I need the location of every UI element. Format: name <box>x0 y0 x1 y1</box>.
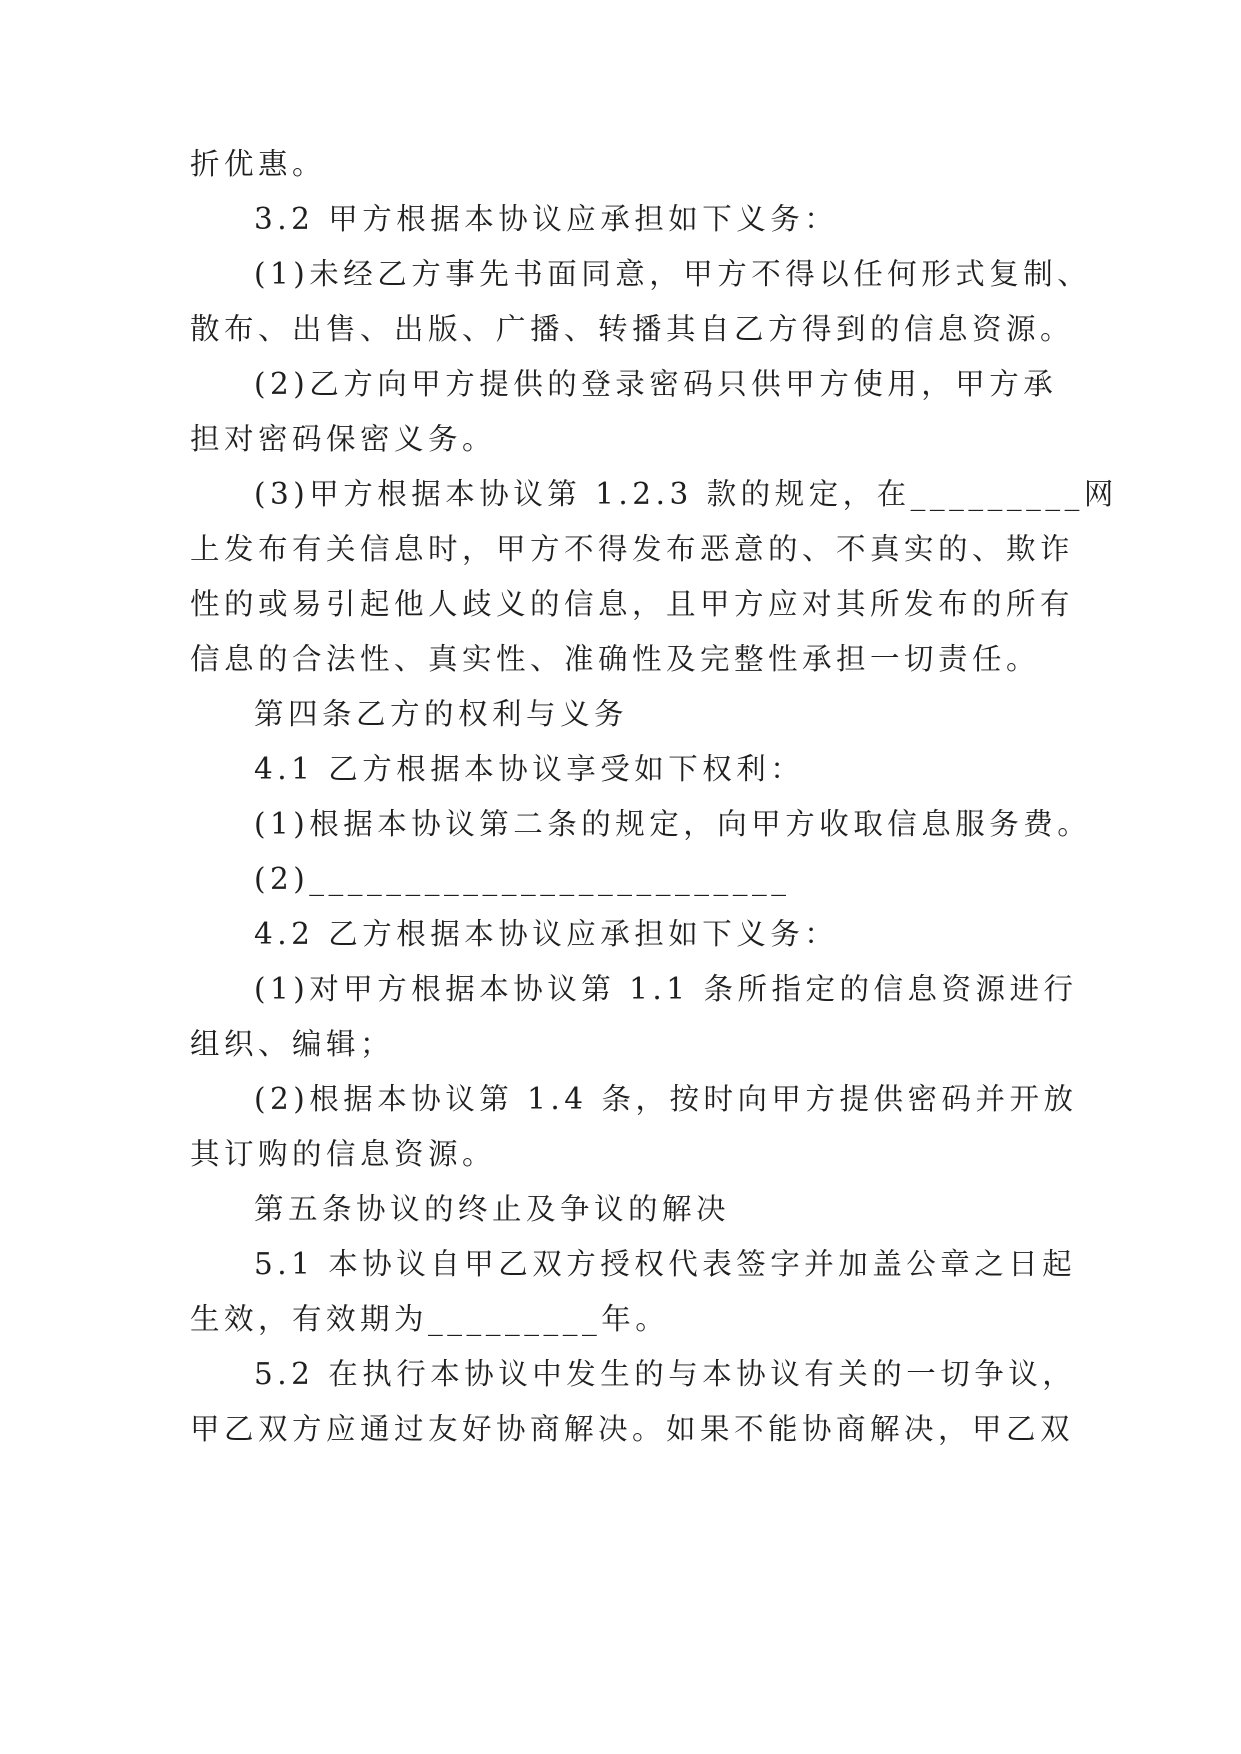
text-line: (2)乙方向甲方提供的登录密码只供甲方使用，甲方承 <box>254 367 1058 401</box>
text-line: 甲乙双方应通过友好协商解决。如果不能协商解决，甲乙双 <box>190 1412 1075 1446</box>
text-line: 5.2 在执行本协议中发生的与本协议有关的一切争议， <box>254 1357 1077 1391</box>
text-line: 3.2 甲方根据本协议应承担如下义务： <box>254 202 839 236</box>
text-line: (2)根据本协议第 1.4 条，按时向甲方提供密码并开放 <box>254 1082 1078 1116</box>
text-line: 组织、编辑； <box>190 1027 395 1061</box>
text-line: (1)未经乙方事先书面同意，甲方不得以任何形式复制、 <box>254 257 1092 291</box>
text-line: 其订购的信息资源。 <box>190 1137 497 1171</box>
text-line: 5.1 本协议自甲乙双方授权代表签字并加盖公章之日起 <box>254 1247 1077 1281</box>
text-line: 4.1 乙方根据本协议享受如下权利： <box>254 752 805 786</box>
section-heading: 第五条协议的终止及争议的解决 <box>254 1192 731 1226</box>
text-line: 信息的合法性、真实性、准确性及完整性承担一切责任。 <box>190 642 1041 676</box>
text-line: 上发布有关信息时，甲方不得发布恶意的、不真实的、欺诈 <box>190 532 1075 566</box>
text-line: 性的或易引起他人歧义的信息，且甲方应对其所发布的所有 <box>190 587 1075 621</box>
text-line: 4.2 乙方根据本协议应承担如下义务： <box>254 917 839 951</box>
text-line: (1)根据本协议第二条的规定，向甲方收取信息服务费。 <box>254 807 1092 841</box>
text-line: (1)对甲方根据本协议第 1.1 条所指定的信息资源进行 <box>254 972 1078 1006</box>
blank-field-line: (2)_________________________ <box>254 862 791 896</box>
text-line: 担对密码保密义务。 <box>190 422 497 456</box>
section-heading: 第四条乙方的权利与义务 <box>254 697 629 731</box>
text-line: 折优惠。 <box>190 147 327 181</box>
text-line: 散布、出售、出版、广播、转播其自乙方得到的信息资源。 <box>190 312 1075 346</box>
text-line: 生效，有效期为_________年。 <box>190 1302 670 1336</box>
text-line: (3)甲方根据本协议第 1.2.3 款的规定，在_________网 <box>254 477 1118 511</box>
